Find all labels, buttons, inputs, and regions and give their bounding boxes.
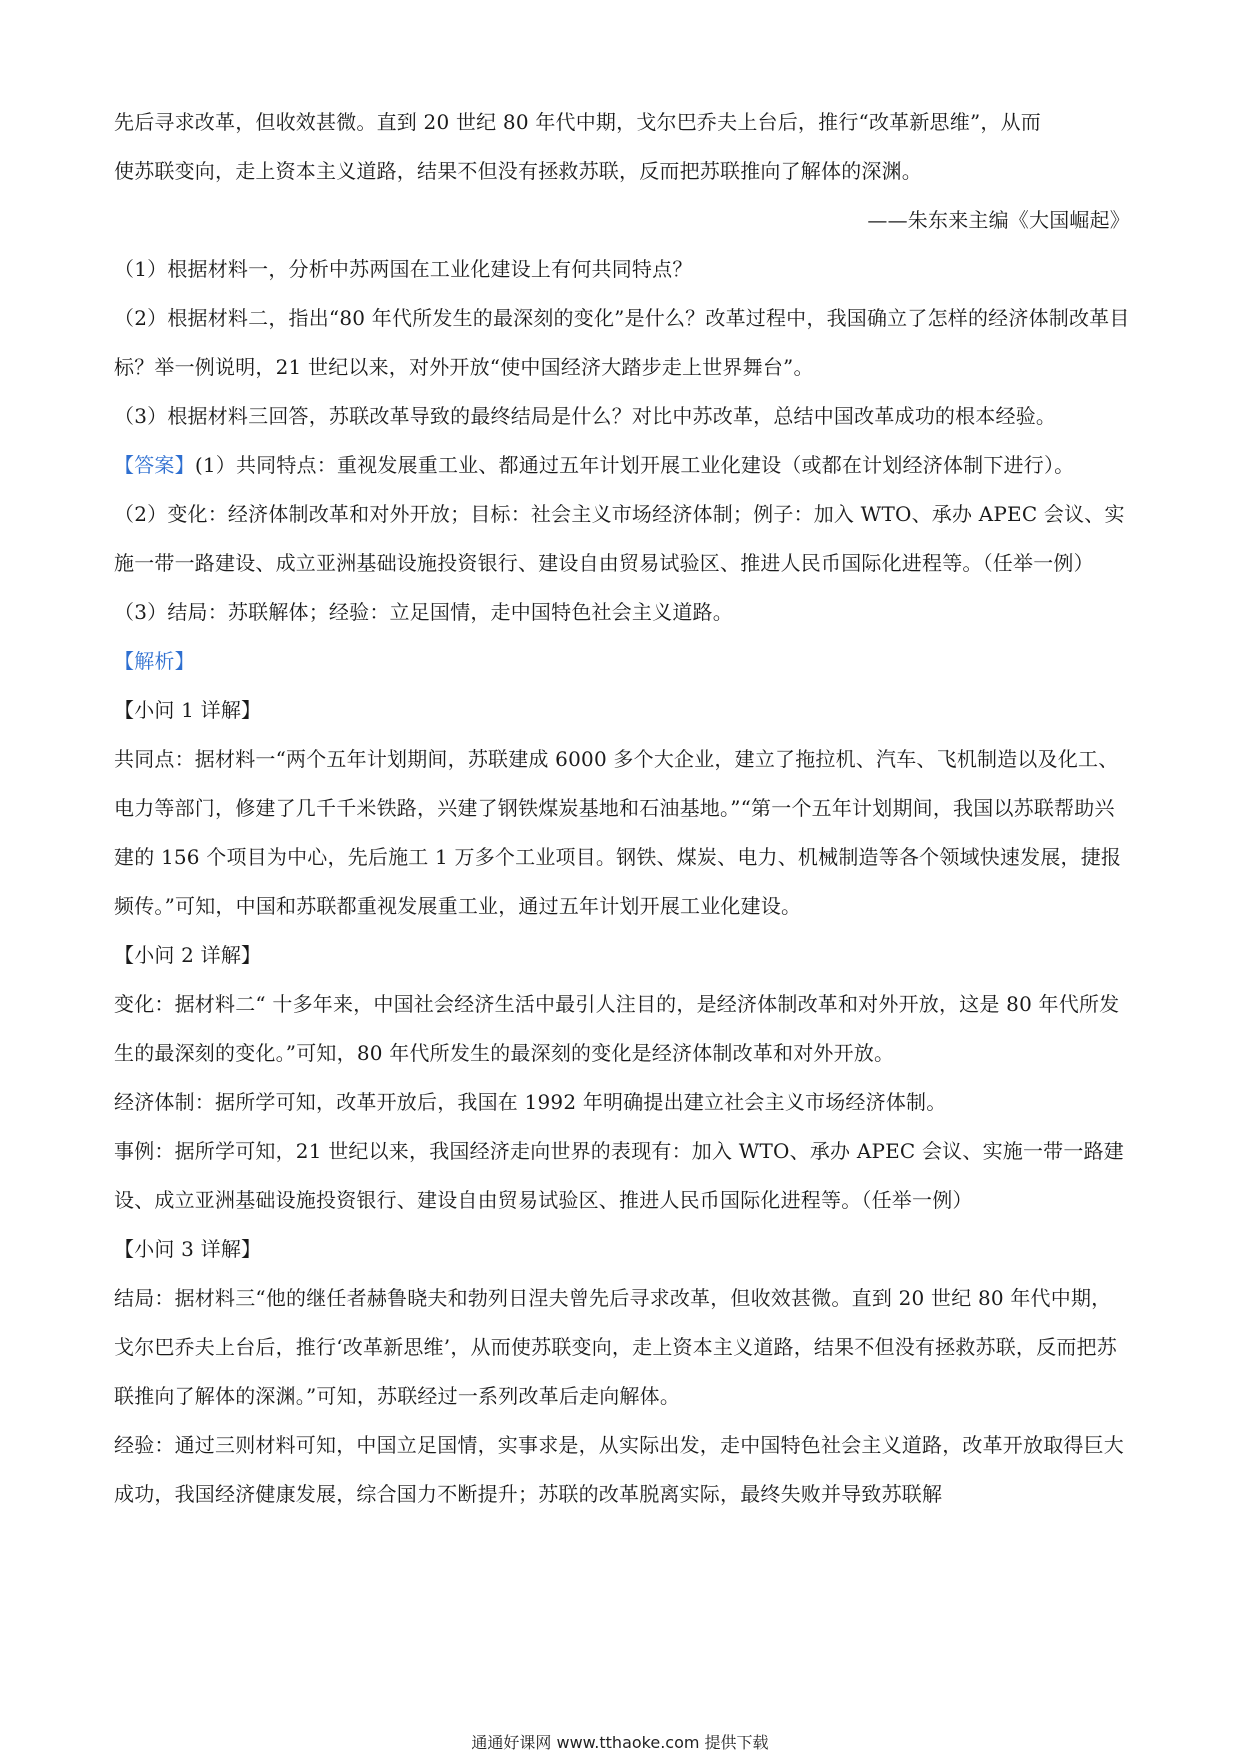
q3-detail-text-1: 结局：据材料三“他的继任者赫鲁晓夫和勃列日涅夫曾先后寻求改革，但收效甚微。直到 20 世纪 80 年代中期，戈尔巴乔夫上台后，推行‘改革新思维’，从而使苏联变向，走上资本主义道路，结果不但没有拯救苏联，反而把苏联推向了解体的深渊。”可知，苏联经过一系列改革后走向解体。 [114,1286,1117,1408]
question-1: （1）根据材料一，分析中苏两国在工业化建设上有何共同特点？ [114,257,693,281]
q2-detail-text-1: 变化：据材料二“ 十多年来，中国社会经济生活中最引人注目的，是经济体制改革和对外开放，这是 80 年代所发生的最深刻的变化。”可知，80 年代所发生的最深刻的变化是经济体制改革和对外开放。 [114,992,1120,1065]
q3-detail-text-2: 经验：通过三则材料可知，中国立足国情，实事求是，从实际出发，走中国特色社会主义道路，改革开放取得巨大成功，我国经济健康发展，综合国力不断提升；苏联的改革脱离实际，最终失败并导致苏联解 [114,1433,1124,1506]
question-2: （2）根据材料二，指出“80 年代所发生的最深刻的变化”是什么？改革过程中，我国确立了怎样的经济体制改革目标？举一例说明，21 世纪以来，对外开放“使中国经济大踏步走上世界舞台”。 [114,306,1130,379]
document-page [114,98,1130,1519]
answer-label: 【答案】 [114,453,195,477]
q2-detail-heading: 【小问 2 详解】 [114,943,262,967]
q2-detail-text-3: 事例：据所学可知，21 世纪以来，我国经济走向世界的表现有：加入 WTO、承办 APEC 会议、实施一带一路建设、成立亚洲基础设施投资银行、建设自由贸易试验区、推进人民币国际化进程等。（任举一例） [114,1139,1124,1212]
q1-detail-text: 共同点：据材料一“两个五年计划期间，苏联建成 6000 多个大企业，建立了拖拉机、汽车、飞机制造以及化工、电力等部门，修建了几千千米铁路，兴建了钢铁煤炭基地和石油基地。”“第一个五年计划期间，我国以苏联帮助兴建的 156 个项目为中心，先后施工 1 万多个工业项目。钢铁、煤炭、电力、机械制造等各个领域快速发展，捷报频传。”可知，中国和苏联都重视发展重工业，通过五年计划开展工业化建设。 [114,747,1122,918]
q2-detail-text-2: 经济体制：据所学可知，改革开放后，我国在 1992 年明确提出建立社会主义市场经济体制。 [114,1090,947,1114]
question-3: （3）根据材料三回答，苏联改革导致的最终结局是什么？对比中苏改革，总结中国改革成功的根本经验。 [114,404,1057,428]
answer-2: （2）变化：经济体制改革和对外开放；目标：社会主义市场经济体制；例子：加入 WTO、承办 APEC 会议、实施一带一路建设、成立亚洲基础设施投资银行、建设自由贸易试验区、推进人民币国际化进程等。（任举一例） [114,502,1125,575]
material3-line2: 使苏联变向，走上资本主义道路，结果不但没有拯救苏联，反而把苏联推向了解体的深渊。 [114,159,922,183]
q1-detail-heading: 【小问 1 详解】 [114,698,262,722]
answer-1 [114,441,1130,490]
material3-source: ——朱东来主编《大国崛起》 [867,208,1130,232]
q3-detail-heading: 【小问 3 详解】 [114,1237,262,1261]
page-footer: 通通好课网 www.tthaoke.com 提供下载 [471,1733,769,1752]
answer-1-text: (1）共同特点：重视发展重工业、都通过五年计划开展工业化建设（或都在计划经济体制下进行）。 [194,453,1075,477]
material3-line1: 先后寻求改革，但收效甚微。直到 20 世纪 80 年代中期，戈尔巴乔夫上台后，推行“改革新思维”，从而 [114,110,1041,134]
analysis-label: 【解析】 [114,649,195,673]
answer-3: （3）结局：苏联解体；经验：立足国情，走中国特色社会主义道路。 [114,600,733,624]
